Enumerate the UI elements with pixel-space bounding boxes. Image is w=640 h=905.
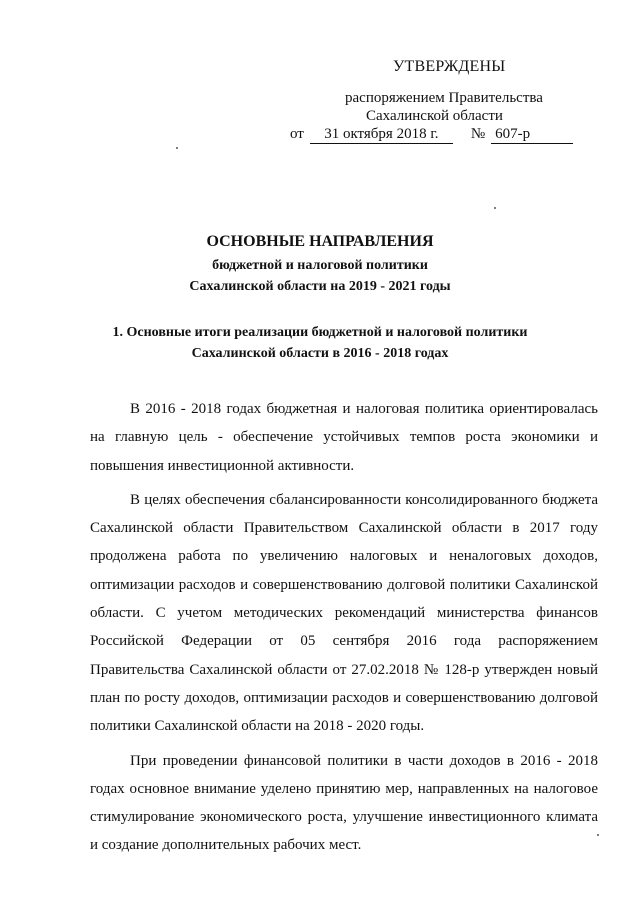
approval-date: 31 октября 2018 г. bbox=[310, 126, 453, 144]
from-label: от bbox=[290, 126, 304, 142]
approval-line-1: распоряжением Правительства bbox=[345, 90, 543, 106]
approval-line-2: Сахалинской области bbox=[366, 108, 503, 124]
document-subtitle-line-1: бюджетной и налоговой политики bbox=[212, 258, 428, 273]
paragraph: В целях обеспечения сбалансированности консолидированного бюджета Сахалинской области Правительством Сахалинской области в 2017 году продолжена работа по увеличению налоговых и неналоговых доходов, оптимизации расходов и совершенствованию долговой политики Сахалинской области. С учетом методических рекомендаций министерства финансов Российской Федерации от 05 сентября 2016 года распоряжением Правительства Сахалинской области от 27.02.2018 № 128-р утвержден новый план по росту доходов, оптимизации расходов и совершенствованию долговой политики Сахалинской области на 2018 - 2020 годы. bbox=[90, 491, 598, 735]
scan-speck bbox=[176, 147, 178, 149]
number-label: № bbox=[470, 126, 486, 142]
scan-speck bbox=[597, 834, 599, 836]
approval-date-number-line bbox=[290, 126, 600, 144]
section-body bbox=[90, 395, 598, 866]
document-title: ОСНОВНЫЕ НАПРАВЛЕНИЯ bbox=[206, 233, 434, 250]
section-heading-line-1: 1. Основные итоги реализации бюджетной и налоговой политики bbox=[112, 325, 528, 340]
paragraph: В 2016 - 2018 годах бюджетная и налоговая политика ориентировалась на главную цель - обеспечение устойчивых темпов роста экономики и повышения инвестиционной активности. bbox=[90, 401, 598, 474]
section-heading-line-2: Сахалинской области в 2016 - 2018 годах bbox=[191, 346, 449, 361]
document-subtitle-line-2: Сахалинской области на 2019 - 2021 годы bbox=[189, 279, 451, 294]
paragraph: При проведении финансовой политики в части доходов в 2016 - 2018 годах основное внимание уделено принятию мер, направленных на налоговое стимулирование экономического роста, улучшение инвестиционного климата и создание дополнительных рабочих мест. bbox=[90, 752, 598, 854]
approval-number: 607-р bbox=[491, 126, 573, 144]
approval-title: УТВЕРЖДЕНЫ bbox=[393, 58, 506, 75]
scan-speck bbox=[494, 207, 496, 209]
